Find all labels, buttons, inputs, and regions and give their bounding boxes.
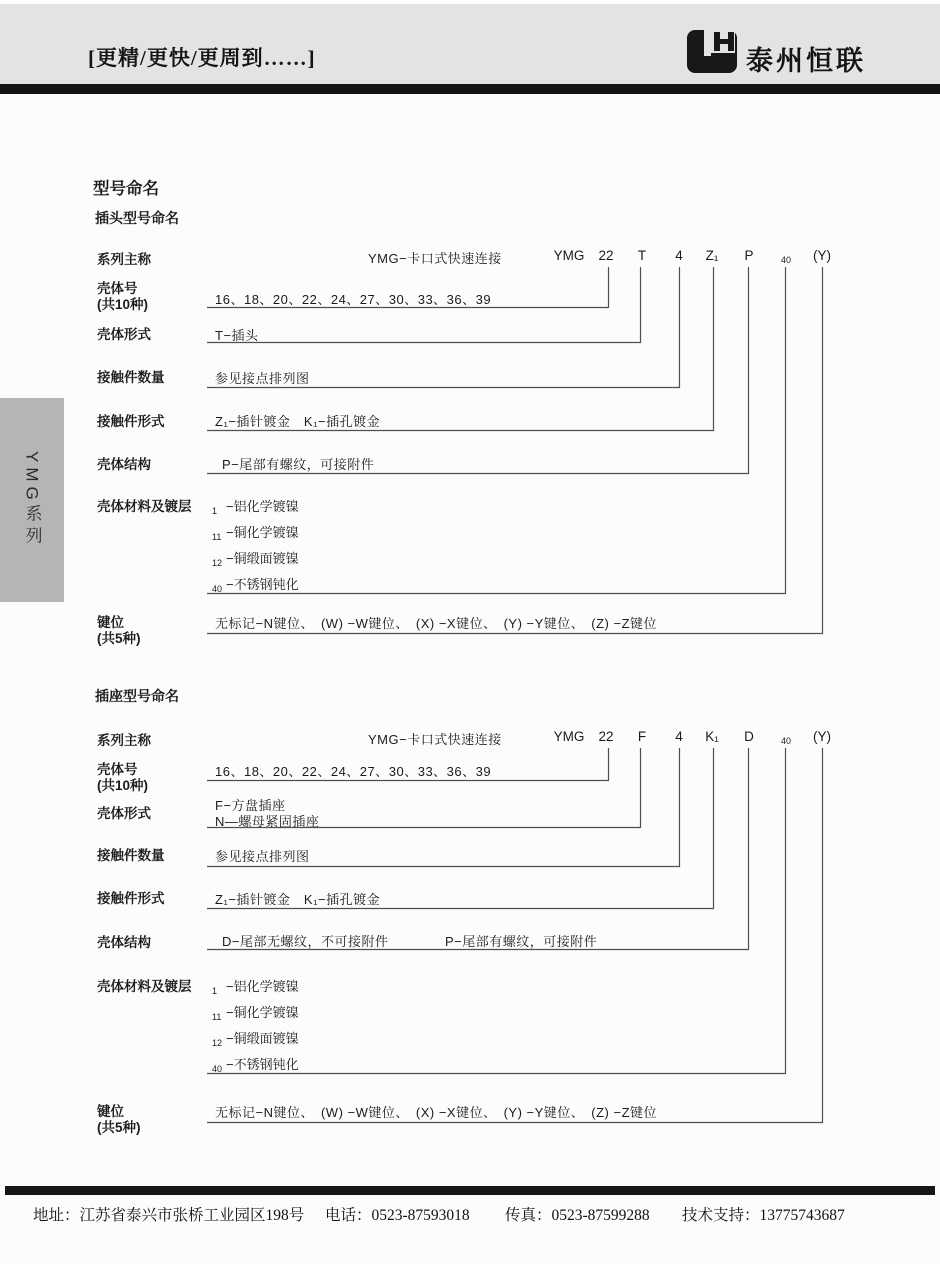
material-code: 12 [212, 1038, 223, 1048]
row-value: 参见接点排列图 [215, 849, 310, 864]
row-label-note: (共5种) [97, 1120, 141, 1135]
material-code: 12 [212, 558, 223, 568]
row-value: 参见接点排列图 [215, 371, 310, 386]
material-item [212, 548, 299, 567]
material-item [212, 1002, 299, 1021]
connector [207, 267, 823, 634]
row-label: 壳体号 [97, 281, 138, 296]
row-value: 无标记−N键位、 (W) −W键位、 (X) −X键位、 (Y) −Y键位、 (Z) −Z键位 [215, 1105, 658, 1120]
brand-logo-icon [686, 29, 738, 75]
row-value: Z₁−插针镀金 K₁−插孔镀金 [215, 892, 381, 907]
code-part-series: YMG [553, 729, 585, 744]
footer-address: 地址：江苏省泰兴市张桥工业园区198号 [33, 1207, 305, 1224]
row-value: 无标记−N键位、 (W) −W键位、 (X) −X键位、 (Y) −Y键位、 (Z) −Z键位 [215, 616, 658, 631]
series-side-tab [0, 398, 64, 602]
material-text: −铝化学镀镍 [226, 979, 299, 994]
material-item [212, 1054, 299, 1073]
material-code: 1 [212, 986, 218, 996]
row-label-series: 系列主称 [97, 252, 151, 267]
code-part-structure: P [744, 248, 754, 263]
material-item [212, 496, 299, 515]
material-code: 11 [212, 1012, 222, 1022]
row-label-series: 系列主称 [97, 733, 151, 748]
row-label: 接触件数量 [97, 370, 165, 385]
row-label: 接触件形式 [97, 891, 165, 906]
code-part-material: 40 [780, 736, 792, 746]
row-label: 壳体结构 [97, 935, 151, 950]
material-text: −铜缎面镀镍 [226, 1031, 299, 1046]
row-value: P−尾部有螺纹，可接附件 [222, 457, 375, 472]
material-item [212, 1028, 299, 1047]
material-code: 1 [212, 506, 218, 516]
code-part-structure: D [744, 729, 754, 744]
footer-support: 技术支持：13775743687 [682, 1207, 845, 1224]
material-text: −不锈钢钝化 [226, 1057, 299, 1072]
row-label: 壳体材料及镀层 [97, 979, 192, 994]
row-value: T−插头 [215, 328, 259, 343]
row-label-note: (共10种) [97, 297, 149, 312]
code-part-contact-qty: 4 [675, 248, 683, 263]
brand-name: 泰州恒联 [746, 46, 866, 76]
code-part-series: YMG [553, 248, 585, 263]
row-label-note: (共10种) [97, 778, 149, 793]
code-part-keyway: (Y) [813, 248, 831, 263]
code-part-shell-no: 22 [598, 248, 614, 263]
material-code: 40 [212, 1064, 223, 1074]
row-label: 壳体材料及镀层 [97, 499, 192, 514]
row-value: F−方盘插座 [215, 798, 286, 813]
row-label: 壳体号 [97, 762, 138, 777]
row-label: 接触件数量 [97, 848, 165, 863]
connector [207, 267, 786, 594]
material-item [212, 574, 299, 593]
section-subtitle: 插头型号命名 [95, 210, 179, 226]
code-part-contact-qty: 4 [675, 729, 683, 744]
series-side-tab-label: YMG系列 [22, 451, 42, 549]
row-label: 键位 [97, 1104, 124, 1119]
row-label: 键位 [97, 615, 124, 630]
code-part-shell-form: F [637, 729, 647, 744]
material-code: 40 [212, 584, 223, 594]
header-slogan: [更精/更快/更周到……] [88, 46, 316, 70]
code-part-keyway: (Y) [813, 729, 831, 744]
footer-rule [5, 1186, 935, 1195]
row-value: D−尾部无螺纹，不可接附件 [222, 934, 389, 949]
footer-phone: 电话：0523-87593018 [325, 1207, 470, 1224]
material-text: −铜化学镀镍 [226, 525, 299, 540]
header-rule [0, 84, 940, 94]
footer-fax: 传真：0523-87599288 [505, 1207, 650, 1224]
row-label: 壳体结构 [97, 457, 151, 472]
material-text: −铜缎面镀镍 [226, 551, 299, 566]
code-part-contact-form: K₁ [705, 729, 719, 744]
row-value: 16、18、20、22、24、27、30、33、36、39 [215, 764, 492, 779]
row-value-2: P−尾部有螺纹，可接附件 [445, 934, 598, 949]
code-part-contact-form: Z₁ [705, 248, 719, 263]
row-label: 接触件形式 [97, 414, 165, 429]
code-part-shell-no: 22 [598, 729, 614, 744]
section-subtitle: 插座型号命名 [95, 688, 179, 704]
row-label-note: (共5种) [97, 631, 141, 646]
series-description: YMG−卡口式快速连接 [368, 251, 502, 266]
material-text: −不锈钢钝化 [226, 577, 299, 592]
row-label: 壳体形式 [97, 327, 151, 342]
page-title: 型号命名 [93, 180, 159, 198]
row-label: 壳体形式 [97, 806, 151, 821]
material-item [212, 522, 299, 541]
row-value: 16、18、20、22、24、27、30、33、36、39 [215, 292, 492, 307]
code-part-shell-form: T [637, 248, 647, 263]
series-description: YMG−卡口式快速连接 [368, 732, 502, 747]
material-text: −铝化学镀镍 [226, 499, 299, 514]
connector [207, 748, 786, 1074]
row-value: Z₁−插针镀金 K₁−插孔镀金 [215, 414, 381, 429]
material-text: −铜化学镀镍 [226, 1005, 299, 1020]
code-part-material: 40 [780, 255, 792, 265]
row-value-2: N—螺母紧固插座 [215, 814, 320, 829]
material-code: 11 [212, 532, 222, 542]
material-item [212, 976, 299, 995]
